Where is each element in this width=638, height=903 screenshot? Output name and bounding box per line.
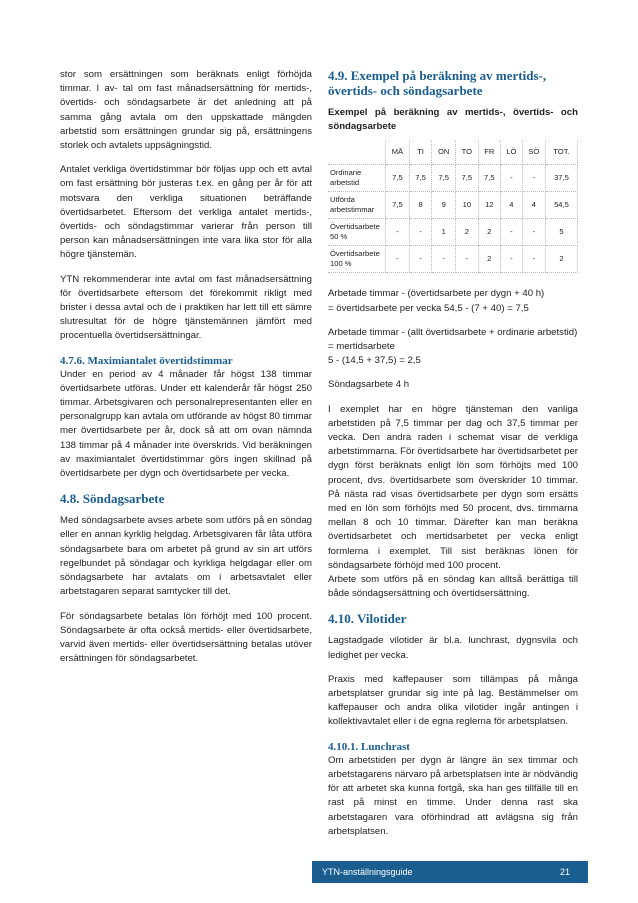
heading-4-8: 4.8. Söndagsarbete [60,491,165,507]
table-row-label: Utförda arbetstimmar [328,192,386,219]
table-cell: 7,5 [386,165,410,192]
table-cell: - [432,246,456,273]
footer-guide-title: YTN-anställningsguide [322,867,413,877]
table-header-row [328,140,578,165]
table-cell: 2 [456,219,478,246]
paragraph-max-overtime: Under en period av 4 månader får högst 138 timmar övertidsarbete utföras. Under ett kalenderår får högst 250 timmar. Arbetsgivaren och personalrepresentanten eller en personalgrupp kan avtala om utförande av högst 80 timmar mer övertidsarbete per år, dock så att om ovan nämnda 138 timmar på 4 månader inte överskrids. Vid beräkningen av maximiantalet övertidstimmar görs ingen skillnad på övertidsarbete per dygn och övertidsarbete per vecka. [60,368,312,480]
paragraph-overtime-followup: Antalet verkliga övertidstimmar bör följas upp och ett avtal om fast ersättning bör justeras t.ex. en gång per år för att motsvara den verkliga situationen beträffande övertidsarbetet. Eftersom det verkliga antalet mertids-, övertids- och söndagstimmar varierar från person till person kan månadsersättningen inte vara lika stor för alla högre tjänstemän. [60,164,312,261]
table-cell: - [501,165,523,192]
table-cell: 7,5 [386,192,410,219]
table-cell: 7,5 [456,165,478,192]
table-header-cell: TO [456,140,478,165]
table-cell: 2 [545,246,577,273]
table-cell: - [501,219,523,246]
table-cell: 8 [409,192,431,219]
table-cell: 9 [432,192,456,219]
paragraph-example-conclusion: Arbete som utförs på en söndag kan alltså berättiga till både söndagsersättning och övertidsersättning. [328,574,578,600]
paragraph-sunday-pay: För söndagsarbete betalas lön förhöjt med 100 procent. Söndagsarbete är ofta också mertids- eller övertidsarbete, varvid även mertids- eller övertidsersättning betalas utöver ersättningen för söndagsarbetet. [60,610,312,665]
table-cell: 5 [545,219,577,246]
right-column [328,68,578,849]
table-header-cell [328,140,386,165]
heading-4-9: 4.9. Exempel på beräkning av mertids-, övertids- och söndagsarbete [328,68,547,98]
table-row [328,165,578,192]
table-cell: 4 [501,192,523,219]
table-cell: 12 [478,192,500,219]
table-cell: - [456,246,478,273]
calc-extra-time-line-3: 5 - (14,5 + 37,5) = 2,5 [328,355,421,367]
sunday-hours: Söndagsarbete 4 h [328,379,410,391]
table-cell: 7,5 [478,165,500,192]
table-cell: 7,5 [432,165,456,192]
left-column [60,68,312,676]
paragraph-example-explanation: I exemplet har en högre tjänsteman den vanliga arbetstiden på 7,5 timmar per dag och 37,5 timmar per vecka. Den andra raden i schemat visar de verkliga arbetstimmarna. För övertidsarbete har övertidsarbetet per dygn först beräknats enligt lön som förhöjts med 100 procent, dvs. övertidsarbete som överskrider 10 timmar. På nästa rad visas övertidsarbete per dygn som ersätts med en lön som förhöjts med 50 procent, dvs. timmarna mellan 8 och 10 timmar. Därefter kan man beräkna övertidsarbetet och mertidsarbetet per vecka enligt formlerna i exemplet. Till sist beräknas lönen för söndagsarbete förhöjd med 100 procent. [328,403,578,571]
table-row-label: Övertidsarbete 100 % [328,246,386,273]
calc-extra-time-line-2: = mertidsarbete [328,341,395,353]
paragraph-sunday-definition: Med söndagsarbete avses arbete som utförs på en söndag eller en annan kyrklig helgdag. Arbetsgivaren får låta utföra söndagsarbete bara om arbetet på grund av sin art utförs regelbundet på söndagar och kyrkliga helgdagar eller om söndagsarbete har avtalats om i arbetsavtalet eller arbetstagaren separat samtycker till det. [60,515,312,598]
table-header-cell: FR [478,140,500,165]
table-cell: 2 [478,219,500,246]
table-header-cell: LÖ [501,140,523,165]
paragraph-lunch-break: Om arbetstiden per dygn är längre än sex timmar och arbetstagarens närvaro på arbetsplatsen inte är nödvändig för att arbetet ska kunna fortgå, ska han ges tillfälle till en rast på minst en timme. Under denna rast ska arbetstagaren vara oförhindrad att avlägsna sig från arbetsplatsen. [328,754,578,837]
paragraph-rest-statutory: Lagstadgade vilotider är bl.a. lunchrast, dygnsvila och ledighet per vecka. [328,635,578,661]
table-cell: - [522,165,545,192]
table-cell: 10 [456,192,478,219]
table-header-cell: SÖ [522,140,545,165]
overtime-example-table [328,140,578,273]
calc-extra-time-line-1: Arbetade timmar - (allt övertidsarbete + ordinarie arbetstid) [328,326,578,338]
table-header-cell: TI [409,140,431,165]
table-cell: 4 [522,192,545,219]
table-row [328,192,578,219]
table-row-label: Ordinarie arbetstid [328,165,386,192]
table-cell: 2 [478,246,500,273]
paragraph-ytn-recommendation: YTN rekommenderar inte avtal om fast månadsersättning för övertidsarbete eftersom det förekommit rikligt med brister i dessa avtal och de i praktiken har lett till ett sämre slutresultat för de högre tjänstemännen jämfört med procentuella övertidsersättningar. [60,273,312,342]
page-footer [312,861,588,883]
heading-4-10-1: 4.10.1. Lunchrast [328,740,410,753]
table-row [328,246,578,273]
table-row-label: Övertidsarbete 50 % [328,219,386,246]
table-cell: - [522,219,545,246]
table-cell: - [386,246,410,273]
heading-4-10: 4.10. Vilotider [328,611,407,627]
table-header-cell: TOT. [545,140,577,165]
table-cell: 54,5 [545,192,577,219]
table-intro: Exempel på beräkning av mertids-, övertids- och söndagsarbete [328,107,578,133]
table-cell: - [522,246,545,273]
table-cell: 1 [432,219,456,246]
table-cell: - [409,219,431,246]
table-header-cell: MÅ [386,140,410,165]
calc-overtime-line-2: = övertidsarbete per vecka 54,5 - (7 + 40) = 7,5 [328,302,529,314]
table-cell: 37,5 [545,165,577,192]
table-cell: - [501,246,523,273]
table-cell: 7,5 [409,165,431,192]
table-cell: - [386,219,410,246]
table-header-cell: ON [432,140,456,165]
calc-overtime-line-1: Arbetade timmar - (övertidsarbete per dygn + 40 h) [328,288,545,300]
page-number: 21 [559,867,570,877]
paragraph-coffee-breaks: Praxis med kaffepauser som tillämpas på många arbetsplatser grundar sig inte på lag. Bestämmelser om kaffepauser och andra olika vilotider ingår antingen i kollektivavtalet eller i de egna reglerna för arbetsplatsen. [328,673,578,728]
paragraph-fixed-compensation: stor som ersättningen som beräknats enligt förhöjda timmar. I av- tal om fast månadsersättning för mertids-, övertids- och söndagsarbete är det anledning att på samma gång avtala om den uppskattade mängden arbetstid som ersättningen grundar sig på, ersättningens storlek och avtalets uppsägningstid. [60,69,312,152]
table-row [328,219,578,246]
table-cell: - [409,246,431,273]
heading-4-7-6: 4.7.6. Maximiantalet övertidstimmar [60,354,233,367]
